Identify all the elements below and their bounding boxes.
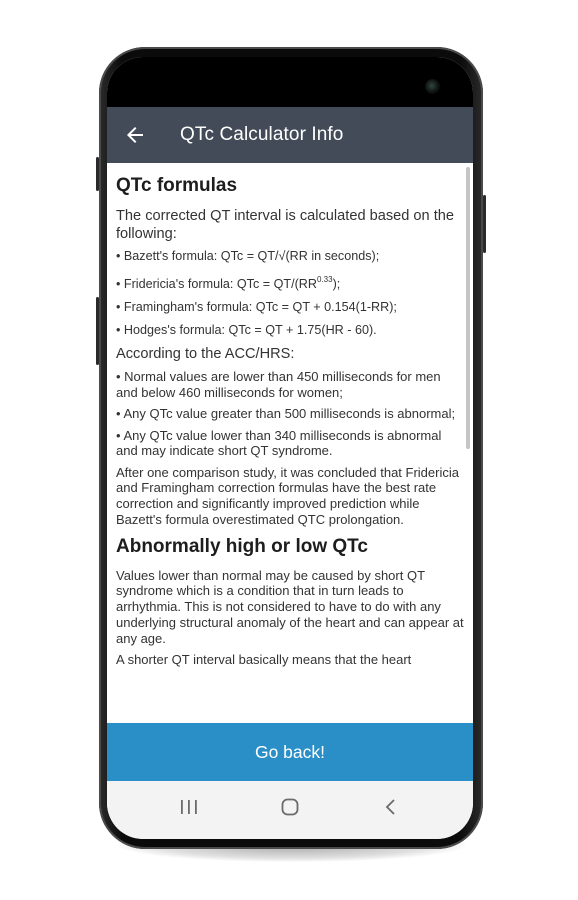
formula-fridericia-exponent: 0.33 bbox=[317, 275, 333, 284]
front-camera bbox=[425, 79, 440, 94]
home-icon[interactable] bbox=[281, 798, 299, 816]
recents-icon[interactable] bbox=[179, 799, 199, 815]
formula-hodges: • Hodges's formula: QTc = QT + 1.75(HR - 60). bbox=[116, 323, 377, 337]
info-content[interactable] bbox=[107, 163, 465, 723]
acc-list bbox=[116, 369, 465, 459]
formula-bazett: • Bazett's formula: QTc = QT/√(RR in seconds); bbox=[116, 249, 380, 263]
acc-item: • Any QTc value lower than 340 milliseconds is abnormal and may indicate short QT syndrome. bbox=[116, 427, 442, 458]
formula-fridericia-end: ); bbox=[332, 277, 341, 291]
app-bar bbox=[107, 107, 473, 163]
heading-abnormal-qtc: Abnormally high or low QTc bbox=[116, 535, 368, 557]
volume-button bbox=[96, 157, 99, 191]
bixby-button bbox=[96, 297, 99, 365]
heading-qtc-formulas: QTc formulas bbox=[116, 175, 238, 196]
page-title: QTc Calculator Info bbox=[180, 124, 344, 145]
formula-list bbox=[116, 249, 465, 338]
go-back-button[interactable]: Go back! bbox=[107, 723, 473, 781]
phone-screen bbox=[107, 57, 473, 839]
formula-fridericia-text: • Fridericia's formula: QTc = QT/(RR bbox=[116, 277, 317, 291]
power-button bbox=[483, 195, 486, 253]
acc-item: • Normal values are lower than 450 milliseconds for men and below 460 milliseconds for women; bbox=[116, 369, 441, 400]
status-bar bbox=[107, 57, 473, 107]
acc-heading: According to the ACC/HRS: bbox=[116, 346, 295, 362]
acc-item: • Any QTc value greater than 500 milliseconds is abnormal; bbox=[116, 406, 456, 421]
formula-fridericia bbox=[116, 272, 465, 292]
study-paragraph: After one comparison study, it was concluded that Fridericia and Framingham correction formulas have the best rate correction and significantly improved prediction while Bazett's formula overestimated QTC prolongation. bbox=[116, 464, 459, 527]
chevron-left-icon[interactable] bbox=[383, 798, 397, 816]
formula-framingham: • Framingham's formula: QTc = QT + 0.154(1-RR); bbox=[116, 300, 397, 314]
system-nav-bar bbox=[107, 781, 473, 839]
shorter-qt-paragraph: A shorter QT interval basically means that the heart bbox=[116, 651, 412, 667]
intro-text: The corrected QT interval is calculated based on the following: bbox=[116, 208, 455, 242]
arrow-left-icon[interactable] bbox=[123, 123, 147, 147]
scrollbar[interactable] bbox=[466, 167, 470, 449]
low-values-paragraph: Values lower than normal may be caused by short QT syndrome which is a condition that in turn leads to arrhythmia. This is not considered to have to do with any underlying structural anomaly of the heart and can appear at any age. bbox=[116, 567, 464, 646]
